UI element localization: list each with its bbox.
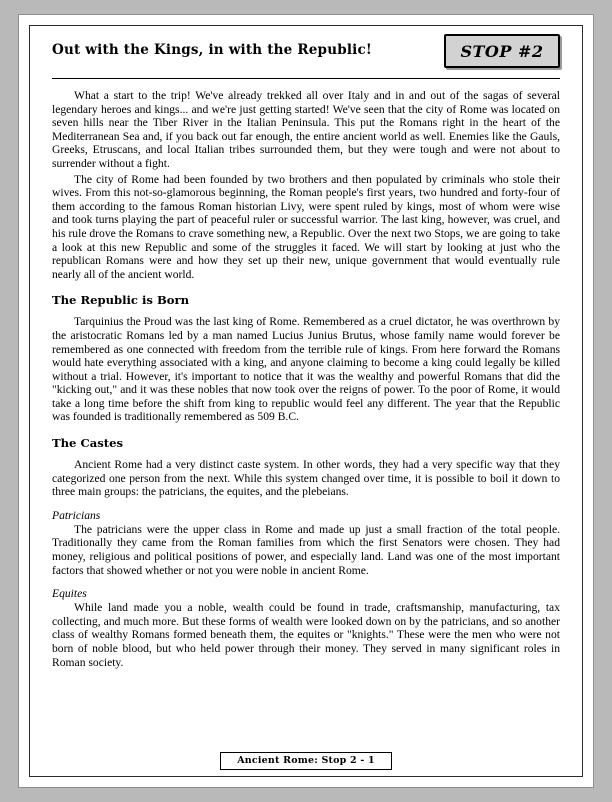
subsection-paragraph-patricians-1: The patricians were the upper class in Rome and made up just a small fraction of the total people. Traditionally they came from the Roman families from which the first Senators were chosen. They had money, religious and political positions of power, and especially land. Land was one of the most important factors that showed whether or not you were noble in ancient Rome. [52,522,560,577]
stop-badge [444,34,560,68]
intro-paragraph-2: The city of Rome had been founded by two brothers and then populated by criminals who stole their wives. From this not-so-glamorous beginning, the Roman people's first years, two hundred and forty-four of them according to the famous Roman historian Livy, were spent ruled by kings, most of whom were wise and took turns playing the part of peaceful ruler or successful warrior. The last king, however, was cruel, and his rule drove the Romans to crave something new, a Republic. Over the next two Stops, we are going to take a look at this new Republic and some of the struggles it faced. We will start by looking at just who the republican Romans were and how they set up their new, unique government that would eventually rule nearly all of the ancient world. [52,172,560,281]
title-divider [52,78,560,79]
section-heading-the-castes: The Castes [52,436,123,451]
subsection-heading-equites: Equites [52,587,87,601]
page-footer [30,750,582,770]
page-title: Out with the Kings, in with the Republic! [52,42,373,58]
section-heading-republic-is-born: The Republic is Born [52,293,190,308]
section-paragraph-republic-is-born-1: Tarquinius the Proud was the last king of Rome. Remembered as a cruel dictator, he was overthrown by the aristocratic Romans led by a man named Lucius Junius Brutus, whose family name would forever be remembered as one connected with freedom from the terrible rule of kings. From here forward the Romans would hate everything associated with a king, and anyone claiming to become a king could legally be killed without a trial. However, it's important to notice that it was the wealthy and powerful Romans that did the "kicking out," and it was these nobles that now took over the reigns of power. To the poor of Rome, it would take a long time before the shift from king to republic would feel any different. The year that the Republic was founded is traditionally remembered as 509 B.C. [52,315,560,424]
subsection-paragraph-equites-1: While land made you a noble, wealth could be found in trade, craftsmanship, manufacturing, tax collecting, and much more. But these forms of wealth were looked down on by the patricians, and so another class of wealthy Romans formed beneath them, the equites or "knights." These were the men who were not born of noble blood, but who held power through their money. They served in many significant roles in Roman society. [52,601,560,669]
footer-label: Ancient Rome: Stop 2 - 1 [220,752,392,770]
intro-paragraph-1: What a start to the trip! We've already trekked all over Italy and in and out of the sagas of several legendary heroes and kings... and we're just getting started! We've seen that the city of Rome was located on seven hills near the Tiber River in the Italian Peninsula. This put the Romans right in the heart of the Mediterranean Sea and, if you back out far enough, the entire ancient world as well. Enemies like the Gauls, Greeks, Etruscans, and local Italian tribes surrounded them, but they were tough and were not about to surrender without a fight. [52,89,560,170]
subsection-heading-patricians: Patricians [52,508,101,522]
stop-badge-label: STOP #2 [460,41,544,61]
section-paragraph-the-castes-1: Ancient Rome had a very distinct caste system. In other words, they had a very specific way that they categorized one person from the next. While this system changed over time, it is possible to boil it down to three main groups: the patricians, the equites, and the plebeians. [52,458,560,499]
document-page [18,14,594,788]
page-header [52,40,560,76]
page-content-frame [29,25,583,777]
